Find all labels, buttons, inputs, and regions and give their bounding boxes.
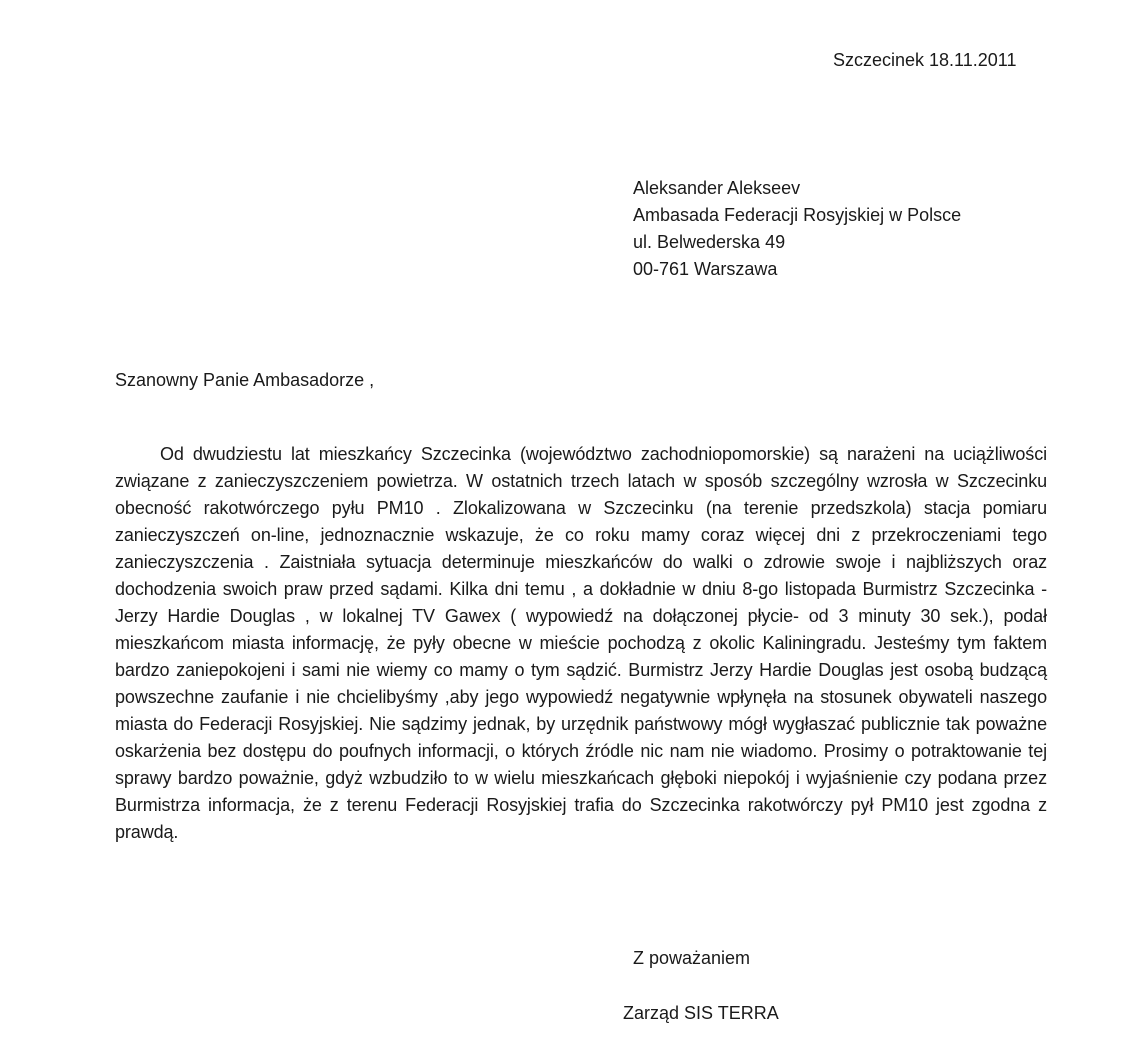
signature: Zarząd SIS TERRA [623,1003,779,1023]
recipient-institution: Ambasada Federacji Rosyjskiej w Polsce [633,205,962,225]
salutation: Szanowny Panie Ambasadorze , [115,370,375,390]
closing-phrase: Z poważaniem [633,948,751,968]
place-and-date: Szczecinek 18.11.2011 [833,50,1017,70]
recipient-name: Aleksander Alekseev [633,178,801,198]
recipient-city: 00-761 Warszawa [633,259,778,279]
recipient-address-block [633,175,961,283]
recipient-street: ul. Belwederska 49 [633,232,786,252]
letter-body: Od dwudziestu lat mieszkańcy Szczecinka (województwo zachodniopomorskie) są narażeni na uciążliwości związane z zanieczyszczeniem powietrza. W ostatnich trzech latach w sposób szczególny wzrosła w Szczecinku obecność rakotwórczego pyłu PM10 . Zlokalizowana w Szczecinku (na terenie przedszkola) stacja pomiaru zanieczyszczeń on-line, jednoznacznie wskazuje, że co roku mamy coraz więcej dni z przekroczeniami tego zanieczyszczenia . Zaistniała sytuacja determinuje mieszkańców do walki o zdrowie swoje i najbliższych oraz dochodzenia swoich praw przed sądami. Kilka dni temu , a dokładnie w dniu 8-go listopada Burmistrz Szczecinka - Jerzy Hardie Douglas , w lokalnej TV Gawex ( wypowiedź na dołączonej płycie- od 3 minuty 30 sek.), podał mieszkańcom miasta informację, że pyły obecne w mieście pochodzą z okolic Kaliningradu. Jesteśmy tym faktem bardzo zaniepokojeni i sami nie wiemy co mamy o tym sądzić. Burmistrz Jerzy Hardie Douglas jest osobą budzącą powszechne zaufanie i nie chcielibyśmy ,aby jego wypowiedź negatywnie wpłynęła na stosunek obywateli naszego miasta do Federacji Rosyjskiej. Nie sądzimy jednak, by urzędnik państwowy mógł wygłaszać publicznie tak poważne oskarżenia bez dostępu do poufnych informacji, o których źródle nic nam nie wiadomo. Prosimy o potraktowanie tej sprawy bardzo poważnie, gdyż wzbudziło to w wielu mieszkańcach głęboki niepokój i wyjaśnienie czy podana przez Burmistrza informacja, że z terenu Federacji Rosyjskiej trafia do Szczecinka rakotwórczy pył PM10 jest zgodna z prawdą. [115,444,1047,842]
